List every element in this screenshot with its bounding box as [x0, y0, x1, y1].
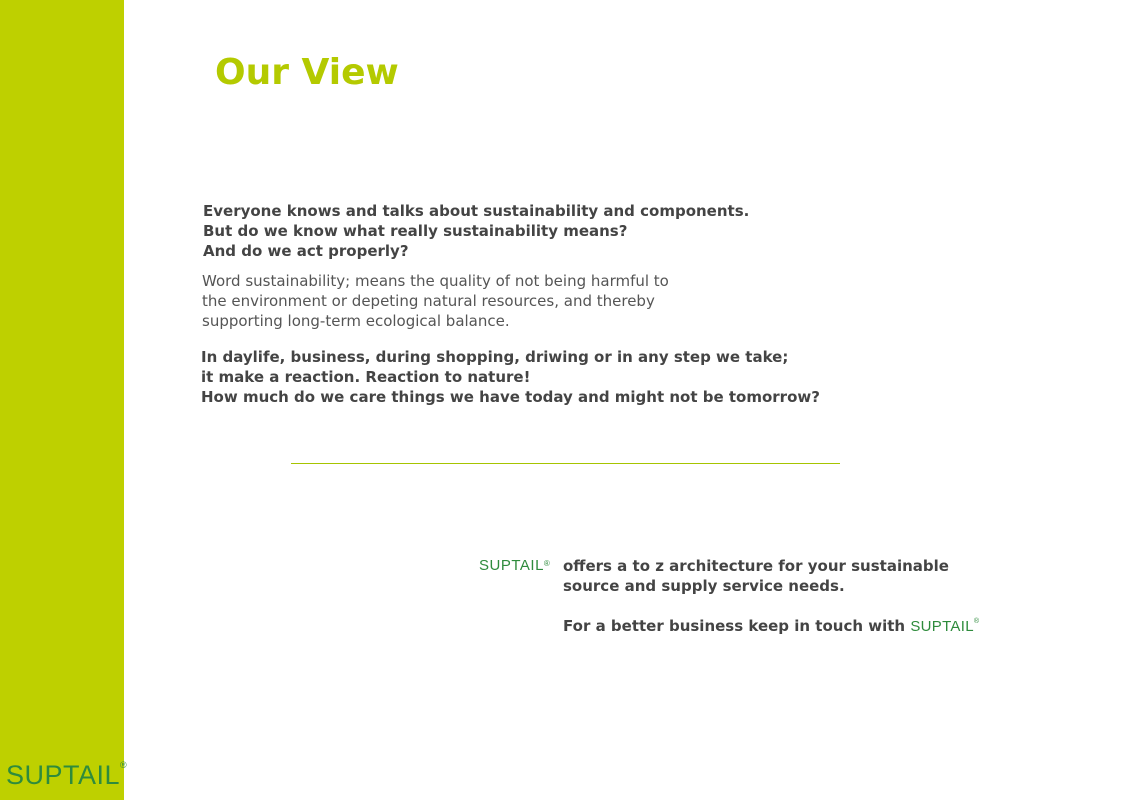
inline-logo	[910, 618, 979, 635]
registered-mark: ®	[543, 559, 551, 568]
logo-text: SUPTAIL	[6, 760, 121, 790]
question-line: Everyone knows and talks about sustainability and components.	[203, 202, 750, 220]
question-line: But do we know what really sustainability means?	[203, 222, 628, 240]
sidebar-logo	[6, 760, 127, 791]
question-line: And do we act properly?	[203, 242, 409, 260]
definition-block	[202, 271, 669, 331]
questions-block	[203, 201, 749, 261]
registered-mark: ®	[973, 618, 980, 625]
definition-line: Word sustainability; means the quality of not being harmful to	[202, 272, 669, 290]
definition-line: supporting long-term ecological balance.	[202, 312, 510, 330]
logo-text: SUPTAIL	[479, 557, 544, 574]
page-title: Our View	[215, 52, 399, 93]
section-divider	[291, 463, 840, 464]
logo-text: SUPTAIL	[910, 618, 974, 635]
definition-line: the environment or depeting natural resources, and thereby	[202, 292, 655, 310]
offer-contact-line	[563, 616, 979, 637]
offer-contact-text: For a better business keep in touch with	[563, 617, 906, 635]
offer-line: source and supply service needs.	[563, 577, 845, 595]
reflection-line: How much do we care things we have today and might not be tomorrow?	[201, 388, 820, 406]
offer-line: offers a to z architecture for your sustainable	[563, 557, 949, 575]
offer-block	[563, 556, 979, 637]
sidebar-accent	[0, 0, 124, 800]
reflection-line: In daylife, business, during shopping, driwing or in any step we take;	[201, 348, 789, 366]
reflection-block	[201, 347, 820, 407]
registered-mark: ®	[120, 760, 128, 770]
offer-logo	[479, 556, 550, 576]
reflection-line: it make a reaction. Reaction to nature!	[201, 368, 531, 386]
